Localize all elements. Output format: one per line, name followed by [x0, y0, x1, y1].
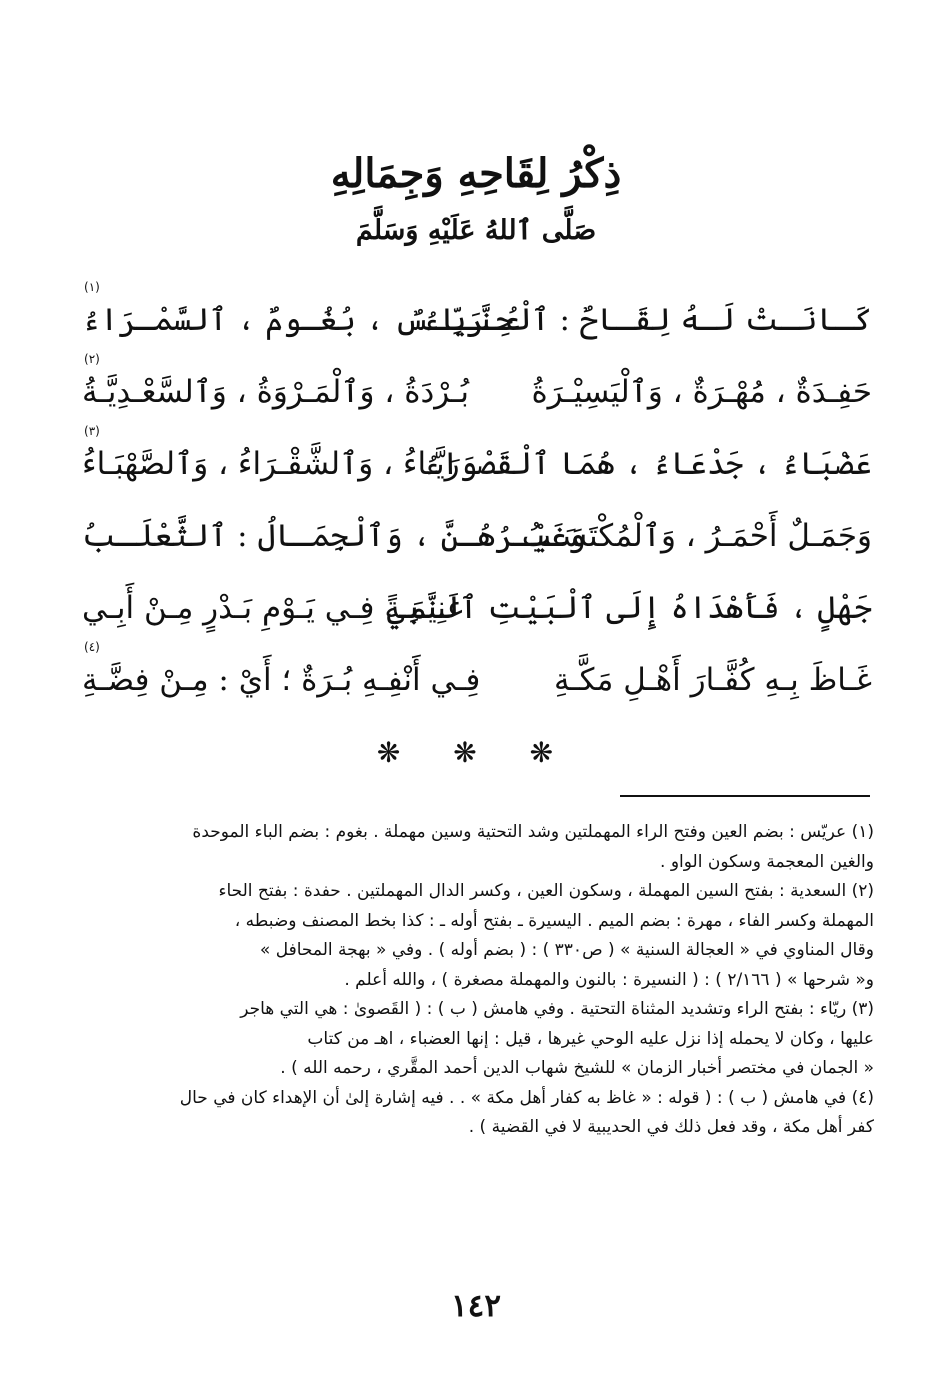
footnote-divider	[620, 795, 870, 797]
footnote-line: (١) عريّس : بضم العين وفتح الراء المهملتين وشد التحتية وسين مهملة . بغوم : بضم الباء الموحدة	[192, 822, 874, 842]
hemistich-left: وَغَيْـرُهُـنَّ ، وَٱلْجِمَـالُ : ٱلثَّعْلَـبُ	[82, 518, 586, 554]
footnote-marker: (١)	[84, 280, 100, 294]
section-title: ذِكْرُ لِقَاحِهِ وَجِمَالِهِ	[330, 150, 622, 197]
footnote-4	[78, 1084, 874, 1143]
footnote-line: عليها ، وكان لا يحمله إذا نزل عليه الوحي غيرها ، قيل : إنها العضباء ، اهـ من كتاب	[307, 1028, 874, 1049]
hemistich-left: عُـرَيِّـسٌ ، بُغُـومٌ ، ٱلسَّمْـرَاءُ	[82, 302, 522, 338]
footnote-line: والغين المعجمة وسكون الواو .	[660, 851, 874, 872]
footnote-line: (٤) في هامش ( ب ) : ( قوله : « غاظ به كفار أهل مكة » . . فيه إشارة إلىٰ أن الإهداء كان في حال	[179, 1087, 874, 1108]
poem-line	[82, 352, 872, 434]
hemistich-right: غَـاظَ بِـهِ كُفَّـارَ أَهْـلِ مَكَّـةِ	[553, 662, 872, 698]
hemistich-right: كَـانَـتْ لَـهُ لِقَـاحٌ : ٱلْحِنَّـاءُ	[422, 302, 872, 338]
footnote-marker: (٣)	[84, 424, 100, 438]
footnote-marker: (٢)	[84, 352, 100, 366]
hemistich-left: غَنِيمَـةً فِـي يَـوْمِ بَـدْرٍ مِـنْ أَبِـي	[82, 590, 463, 626]
footnote-line: و« شرحها » ( ٢/١٦٦ ) : ( النسيرة : بالنون والمهملة مصغرة ) ، والله أعلم .	[344, 969, 874, 990]
footnote-2	[78, 877, 874, 995]
footnote-1	[78, 818, 874, 877]
hemistich-right: جَهْلٍ ، فَأَهْدَاهُ إِلَى ٱلْبَيْتِ ٱلنَّبِي	[386, 590, 872, 626]
footnote-line: كفر أهل مكة ، وقد فعل ذلك في الحديبية لا في القضية ) .	[468, 1117, 874, 1137]
poem-lines	[82, 280, 872, 722]
footnote-marker: (٤)	[84, 640, 100, 654]
page-number: ١٤٢	[451, 1288, 501, 1324]
footnote-line: المهملة وكسر الفاء ، مهرة : بضم الميم . اليسيرة ـ بفتح أوله ـ : كذا بخط المصنف وضبطه ،	[234, 910, 874, 931]
hemistich-left: بُـرْدَةُ ، وَٱلْمَـرْوَةُ ، وَٱلسَّعْـدِيَّـةُ	[82, 374, 470, 410]
footnote-line: (٣) ريّاء : بفتح الراء وتشديد المثناة التحتية . وفي هامش ( ب ) : ( القَصوىٰ : هي التي هاجر	[240, 999, 874, 1019]
hemistich-left: فِـي أَنْفِـهِ بُـرَةٌ ؛ أَيْ : مِـنْ فِضَّـةِ	[82, 662, 481, 698]
hemistich-right: حَفِـدَةٌ ، مُهْـرَةٌ ، وَٱلْيَسِيْـرَةُ	[531, 374, 872, 410]
poem-line	[82, 578, 872, 650]
poem-line	[82, 640, 872, 722]
footnotes	[78, 818, 874, 1143]
footnote-line: (٢) السعدية : بفتح السين المهملة ، وسكون العين ، وكسر الدال المهملتين . حفدة : بفتح الحاء	[218, 881, 874, 901]
hemistich-right: عَضْبَاءُ ، جَدْعَاءُ ، هُمَا ٱلْقَصْوَاءُ	[423, 446, 872, 482]
section-subtitle: صَلَّى ٱللهُ عَلَيْهِ وَسَلَّمَ	[355, 215, 597, 246]
footnote-3	[78, 995, 874, 1084]
poem-line	[82, 506, 872, 578]
hemistich-left: رَيَّـاءُ ، وَٱلشَّقْـرَاءُ ، وَٱلصَّهْبَـاءُ	[82, 446, 460, 482]
footnote-line: « الجمان في مختصر أخبار الزمان » للشيخ شهاب الدين أحمد المقَّري ، رحمه الله ) .	[280, 1058, 874, 1078]
asterism-separator: ❋ ❋ ❋	[376, 736, 576, 769]
hemistich-right: وَجَمَـلٌ أَحْمَـرُ ، وَٱلْمُكْتَسَـبُ	[521, 518, 872, 554]
poem-line	[82, 280, 872, 362]
footnote-line: وقال المناوي في « العجالة السنية » ( ص٣٣٠ ) : ( بضم أوله ) . وفي « بهجة المحافل »	[259, 940, 874, 960]
poem-line	[82, 424, 872, 506]
